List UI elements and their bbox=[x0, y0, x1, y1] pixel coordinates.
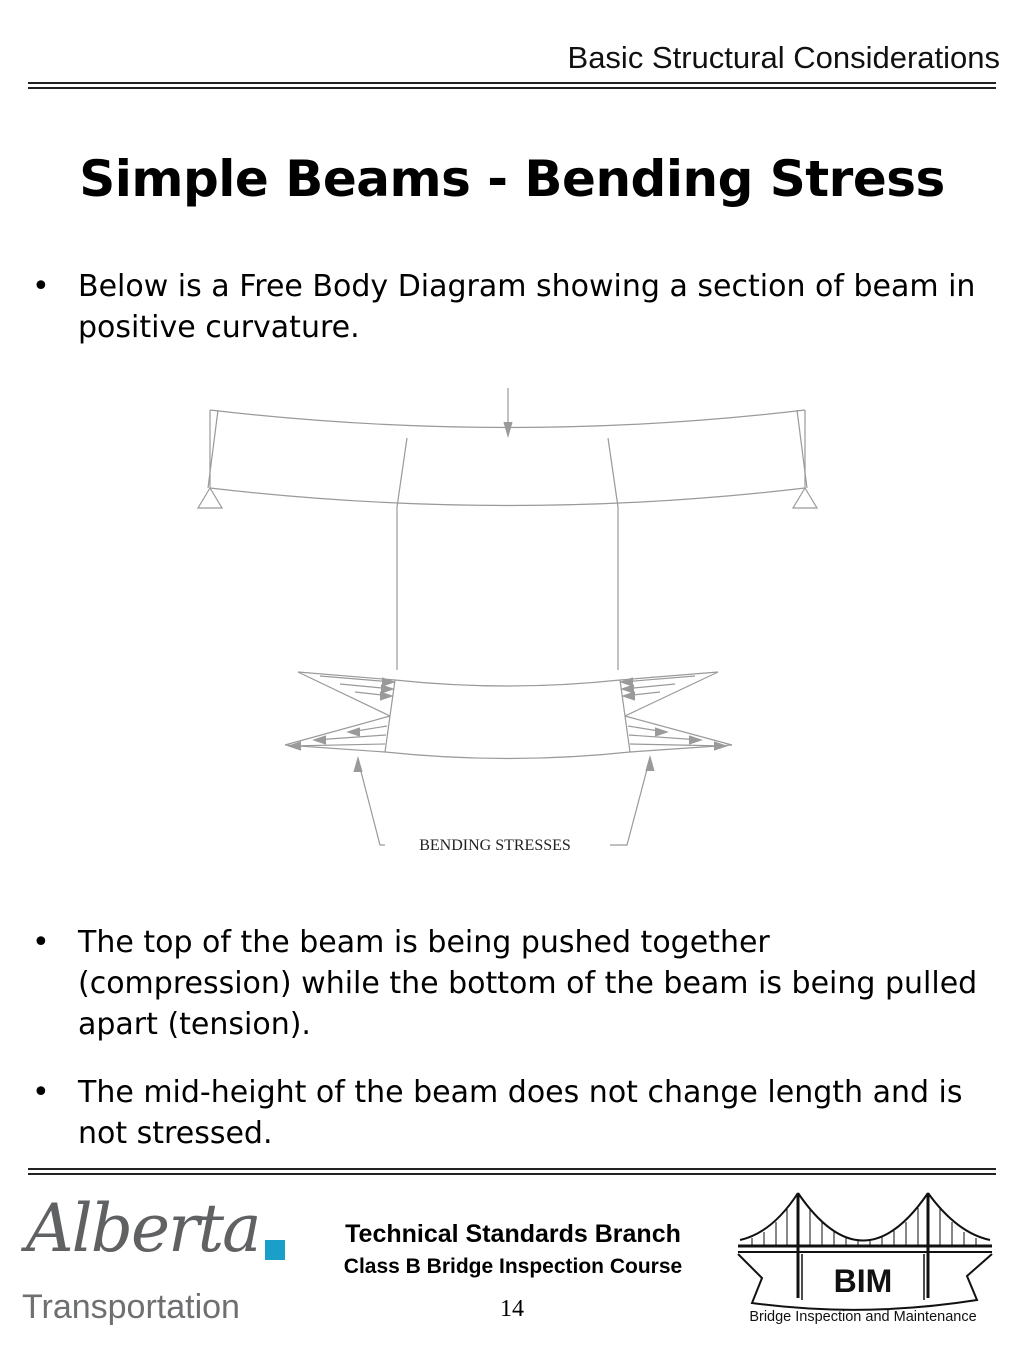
bullet-marker: • bbox=[32, 1075, 50, 1110]
bullet-item bbox=[32, 922, 992, 1045]
header-rule-top bbox=[28, 82, 996, 84]
header-rule-bottom bbox=[28, 87, 996, 89]
bullet-text: The mid-height of the beam does not change length and is not stressed. bbox=[78, 1075, 963, 1151]
right-support bbox=[793, 488, 817, 508]
section-bottom bbox=[385, 752, 630, 759]
label-leader-left bbox=[358, 760, 385, 845]
label-leader-right bbox=[610, 758, 650, 845]
bullet-marker: • bbox=[32, 925, 50, 960]
footer-rule-top bbox=[28, 1168, 996, 1170]
header-title: Basic Structural Considerations bbox=[567, 40, 1000, 75]
alberta-accent-square bbox=[265, 1240, 285, 1260]
bim-bridge-logo bbox=[732, 1188, 997, 1333]
footer-course: Class B Bridge Inspection Course bbox=[343, 1255, 683, 1278]
section-top bbox=[395, 680, 620, 686]
transportation-wordmark: Transportation bbox=[22, 1288, 240, 1326]
page-number: 14 bbox=[500, 1296, 524, 1322]
footer-branch: Technical Standards Branch bbox=[345, 1220, 681, 1248]
bullet-text: Below is a Free Body Diagram showing a section of beam in positive curvature. bbox=[78, 269, 976, 345]
free-body-diagram bbox=[190, 380, 830, 870]
cut-line-left bbox=[397, 438, 407, 507]
footer-rule-bottom bbox=[28, 1173, 996, 1175]
cut-line-right bbox=[608, 438, 618, 507]
bullet-item bbox=[32, 1072, 992, 1154]
bim-caption: Bridge Inspection and Maintenance bbox=[749, 1309, 977, 1325]
bullet-marker: • bbox=[32, 269, 50, 304]
bim-text: BIM bbox=[833, 1263, 893, 1299]
alberta-wordmark: Alberta bbox=[26, 1190, 260, 1267]
bullet-item bbox=[32, 266, 992, 348]
page-title: Simple Beams - Bending Stress bbox=[79, 150, 945, 208]
beam-bottom-edge bbox=[210, 488, 805, 506]
left-support bbox=[198, 488, 222, 508]
bending-stresses-label: BENDING STRESSES bbox=[419, 837, 571, 854]
bullet-text: The top of the beam is being pushed together (compression) while the bottom of the beam is being pulled apart (tension). bbox=[78, 925, 978, 1042]
